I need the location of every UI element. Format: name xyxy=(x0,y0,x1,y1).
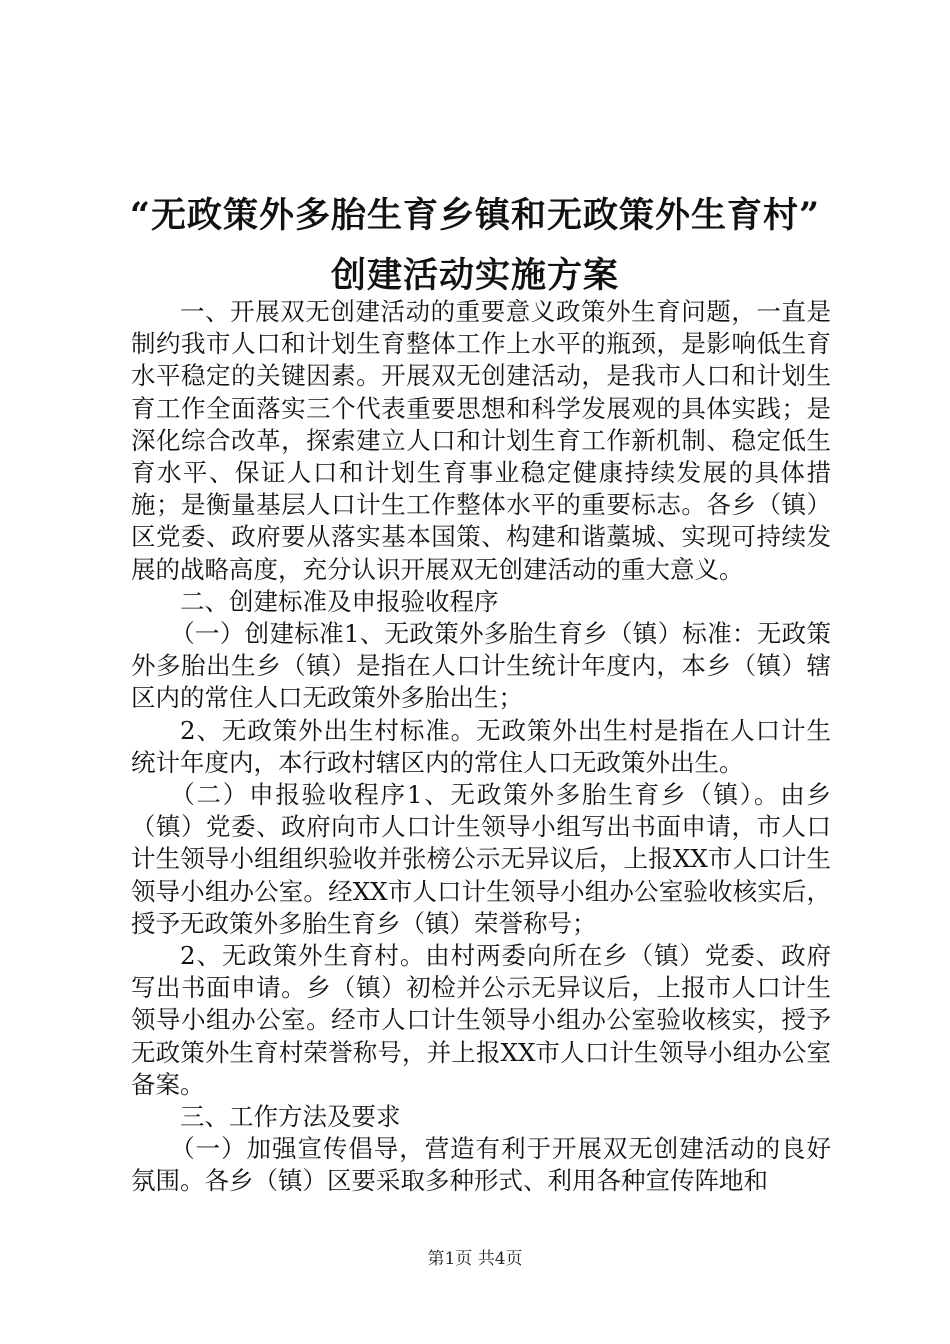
document-title-line-2: 创建活动实施方案 xyxy=(330,255,619,296)
paragraph-standards-village: 2、无政策外出生村标准。无政策外出生村是指在人口计生统计年度内，本行政村辖区内的常住人口无政策外出生。 xyxy=(131,715,831,777)
paragraph-standards-township: （一）创建标准1、无政策外多胎生育乡（镇）标准：无政策外多胎出生乡（镇）是指在人口计生统计年度内，本乡（镇）辖区内的常住人口无政策外多胎出生； xyxy=(131,619,831,713)
document-body xyxy=(131,296,831,1198)
paragraph-procedure-village: 2、无政策外生育村。由村两委向所在乡（镇）党委、政府写出书面申请。乡（镇）初检并公示无异议后，上报市人口计生领导小组办公室。经市人口计生领导小组办公室验收核实，授予无政策外生育村荣誉称号，并上报XX市人口计生领导小组办公室备案。 xyxy=(131,941,831,1099)
paragraph-significance: 一、开展双无创建活动的重要意义政策外生育问题，一直是制约我市人口和计划生育整体工作上水平的瓶颈，是影响低生育水平稳定的关键因素。开展双无创建活动，是我市人口和计划生育工作全面落实三个代表重要思想和科学发展观的具体实践；是深化综合改革，探索建立人口和计划生育工作新机制、稳定低生育水平、保证人口和计划生育事业稳定健康持续发展的具体措施；是衡量基层人口计生工作整体水平的重要标志。各乡（镇）区党委、政府要从落实基本国策、构建和谐藁城、实现可持续发展的战略高度，充分认识开展双无创建活动的重大意义。 xyxy=(131,297,831,584)
paragraph-procedure-township: （二）申报验收程序1、无政策外多胎生育乡（镇）。由乡（镇）党委、政府向市人口计生领导小组写出书面申请，市人口计生领导小组组织验收并张榜公示无异议后，上报XX市人口计生领导小组办公室。经XX市人口计生领导小组办公室验收核实后，授予无政策外多胎生育乡（镇）荣誉称号； xyxy=(131,780,831,938)
heading-standards: 二、创建标准及申报验收程序 xyxy=(180,586,499,616)
document-title-line-1: “无政策外多胎生育乡镇和无政策外生育村” xyxy=(129,195,821,236)
heading-methods: 三、工作方法及要求 xyxy=(180,1102,401,1132)
page-footer: 第1页 共4页 xyxy=(427,1249,523,1269)
paragraph-publicity: （一）加强宣传倡导，营造有利于开展双无创建活动的良好氛围。各乡（镇）区要采取多种形式、利用各种宣传阵地和 xyxy=(131,1134,831,1196)
